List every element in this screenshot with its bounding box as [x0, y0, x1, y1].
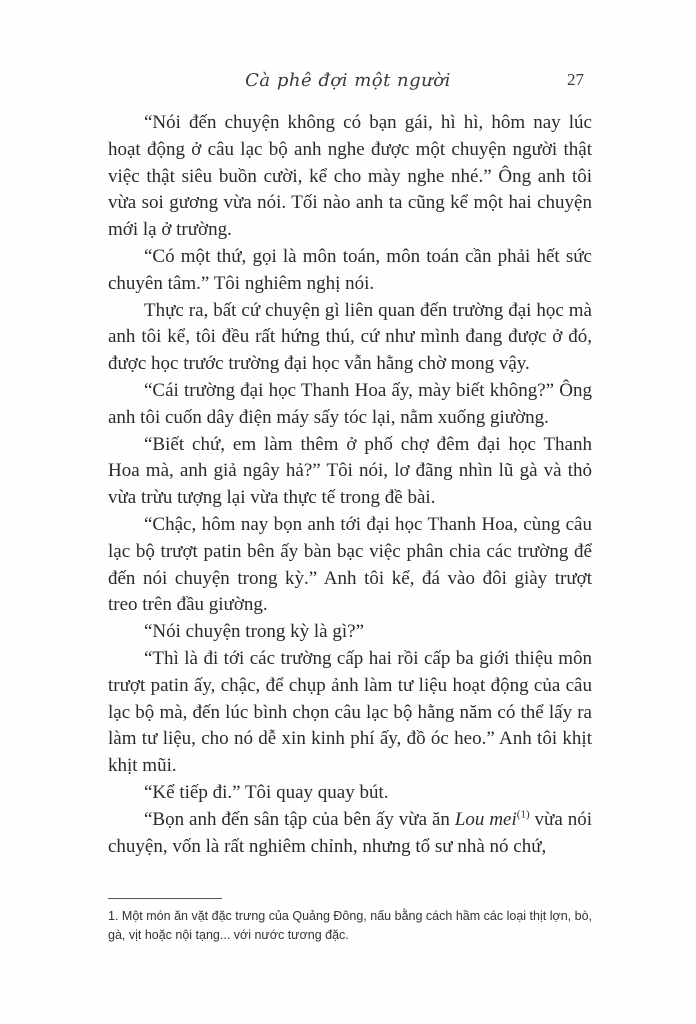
paragraph: “Biết chứ, em làm thêm ở phố chợ đêm đại học Thanh Hoa mà, anh giả ngây hả?” Tôi nói, lơ đãng nhìn lũ gà và thỏ vừa trừu tượng lại vừa thực tế trong đề bài. [108, 433, 592, 509]
paragraph: “Có một thứ, gọi là môn toán, môn toán cần phải hết sức chuyên tâm.” Tôi nghiêm nghị nói. [108, 245, 592, 294]
paragraph: “Chậc, hôm nay bọn anh tới đại học Thanh Hoa, cùng câu lạc bộ trượt patin bên ấy bàn bạc việc phân chia các trường để đến nói chuyện trong kỳ.” Anh tôi kể, đá vào đôi giày trượt treo trên đầu giường. [108, 513, 592, 616]
paragraph: “Nói chuyện trong kỳ là gì?” [144, 621, 365, 643]
paragraph: “Cái trường đại học Thanh Hoa ấy, mày biết không?” Ông anh tôi cuốn dây điện máy sấy tóc lại, nằm xuống giường. [108, 379, 592, 428]
paragraph: Thực ra, bất cứ chuyện gì liên quan đến trường đại học mà anh tôi kể, tôi đều rất hứng thú, cứ như mình đang được ở đó, được học trước trường đại học vẫn hằng chờ mong vậy. [108, 299, 592, 375]
italic-term: Lou mei [454, 808, 517, 830]
body-text [108, 110, 592, 860]
paragraph-last [108, 807, 592, 861]
paragraph: “Kể tiếp đi.” Tôi quay quay bút. [144, 781, 389, 803]
footnote: 1. Một món ăn vặt đặc trưng của Quảng Đông, nấu bằng cách hầm các loại thịt lợn, bò, gà, vịt hoặc nội tạng... với nước tương đặc. [108, 909, 592, 942]
footnote-divider [108, 898, 222, 899]
running-title: Cà phê đợi một người [245, 70, 451, 91]
paragraph: “Nói đến chuyện không có bạn gái, hì hì, hôm nay lúc hoạt động ở câu lạc bộ anh nghe được một chuyện người thật việc thật siêu buồn cười, kể cho mày nghe nhé.” Ông anh tôi vừa soi gương vừa nói. Tối nào anh ta cũng kể một hai chuyện mới lạ ở trường. [108, 112, 592, 241]
paragraph: “Thì là đi tới các trường cấp hai rồi cấp ba giới thiệu môn trượt patin ấy, chậc, để chụp ảnh làm tư liệu hoạt động của câu lạc bộ mà, đến lúc bình chọn câu lạc bộ hằng năm có thể lấy ra làm tư liệu, cho nó dễ xin kinh phí ấy, đồ óc heo.” Anh tôi khịt khịt mũi. [108, 647, 592, 777]
paragraph-text: vừa nói chuyện, vốn là rất nghiêm chỉnh, nhưng tổ sư nhà nó chứ, [108, 808, 593, 857]
paragraph-text: “Bọn anh đến sân tập của bên ấy vừa ăn [144, 808, 455, 830]
page-number: 27 [567, 70, 584, 89]
footnote-reference[interactable]: (1) [516, 808, 530, 821]
